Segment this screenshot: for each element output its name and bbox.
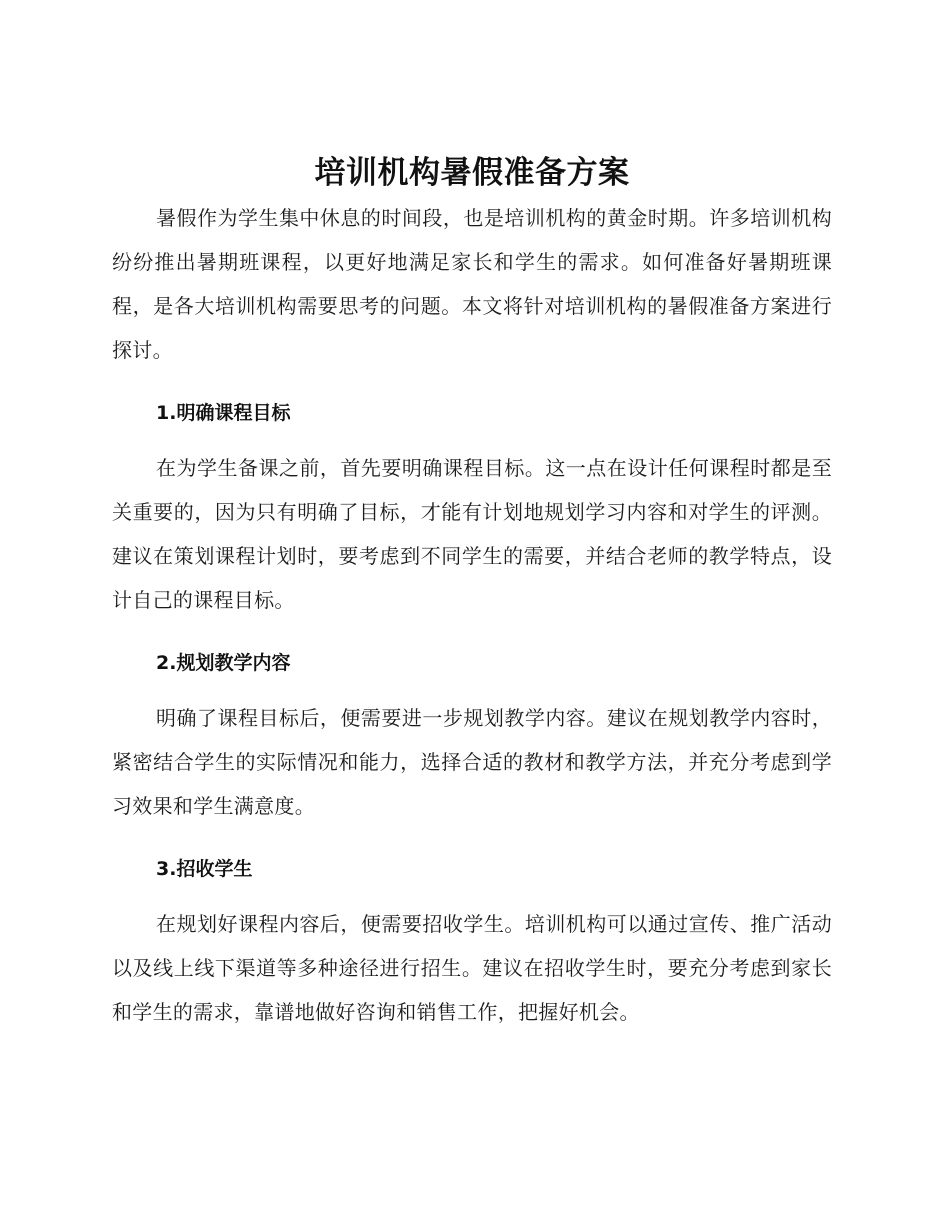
section-heading-1: 1.明确课程目标 [156, 402, 291, 424]
spacer [112, 428, 832, 446]
document-title: 培训机构暑假准备方案 [314, 155, 630, 191]
section-body-3: 在规划好课程内容后，便需要招收学生。培训机构可以通过宣传、推广活动以及线上线下渠道等多种途径进行招生。建议在招收学生时，要充分考虑到家长和学生的需求，靠谱地做好咨询和销售工作，把握好机会。 [112, 912, 832, 1024]
section-body-2: 明确了课程目标后，便需要进一步规划教学内容。建议在规划教学内容时，紧密结合学生的实际情况和能力，选择合适的教材和教学方法，并充分考虑到学习效果和学生满意度。 [112, 706, 832, 818]
intro-paragraph: 暑假作为学生集中休息的时间段，也是培训机构的黄金时期。许多培训机构纷纷推出暑期班课程，以更好地满足家长和学生的需求。如何准备好暑期班课程，是各大培训机构需要思考的问题。本文将针对培训机构的暑假准备方案进行探讨。 [112, 206, 832, 362]
spacer [112, 678, 832, 696]
document-page [112, 150, 832, 1034]
spacer [112, 884, 832, 902]
section-heading-3: 3.招收学生 [156, 858, 253, 880]
spacer [112, 828, 832, 854]
section-heading-2: 2.规划教学内容 [156, 652, 291, 674]
spacer [112, 622, 832, 648]
section-body-1: 在为学生备课之前，首先要明确课程目标。这一点在设计任何课程时都是至关重要的，因为只有明确了目标，才能有计划地规划学习内容和对学生的评测。建议在策划课程计划时，要考虑到不同学生的需要，并结合老师的教学特点，设计自己的课程目标。 [112, 456, 832, 612]
spacer [112, 372, 832, 398]
